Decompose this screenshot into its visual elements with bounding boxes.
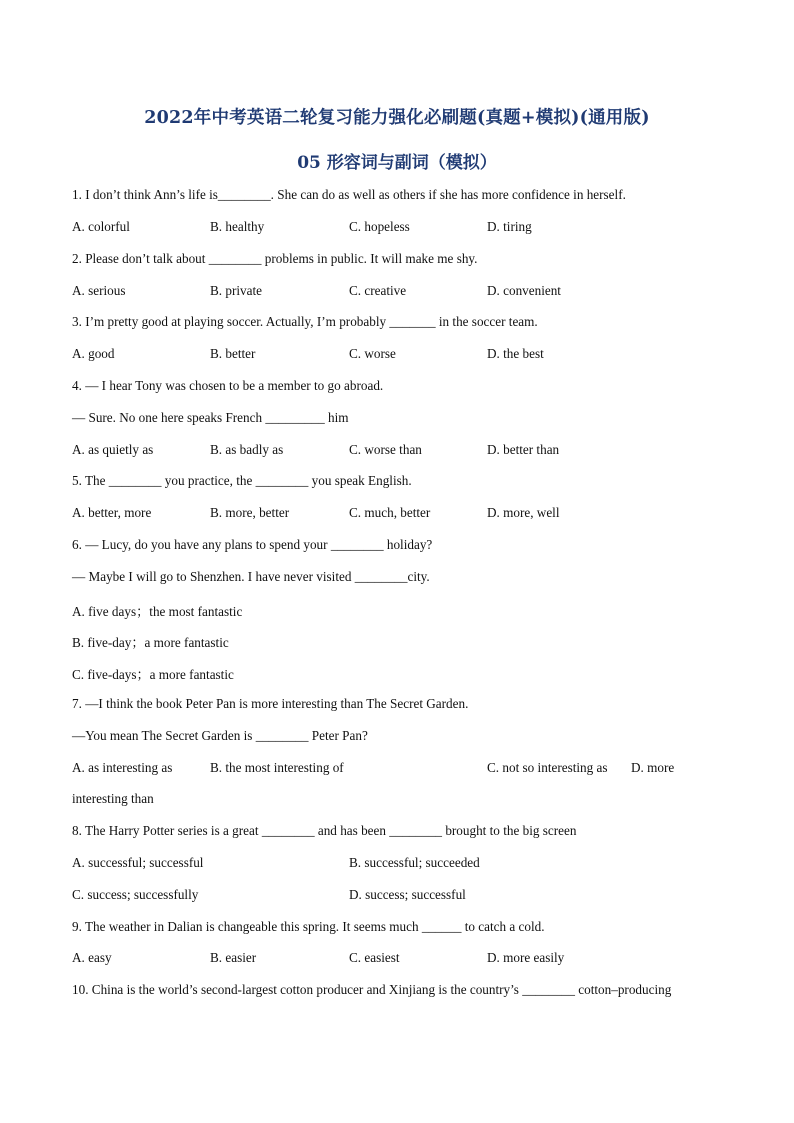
question-stem: —You mean The Secret Garden is ________ Peter Pan? — [72, 728, 368, 743]
option-a: A. five days；the most fantastic — [72, 604, 243, 619]
question-stem: 3. I’m pretty good at playing soccer. Actually, I’m probably _______ in the soccer team. — [72, 314, 538, 329]
option-a: A. colorful — [72, 219, 130, 234]
option-c: C. easiest — [349, 950, 400, 965]
option-a: A. as interesting as — [72, 760, 173, 775]
page-title: 2022年中考英语二轮复习能力强化必刷题(真题+模拟)(通用版) — [144, 108, 650, 128]
option-b: B. more, better — [210, 505, 290, 520]
option-a: A. serious — [72, 283, 126, 298]
option-b: B. better — [210, 346, 256, 361]
question-stem: — Sure. No one here speaks French _________ him — [72, 410, 349, 425]
option-d: D. better than — [487, 442, 560, 457]
question-stem: 5. The ________ you practice, the ________ you speak English. — [72, 473, 412, 488]
option-c: C. much, better — [349, 505, 431, 520]
option-d: D. more — [631, 760, 675, 775]
question-stem: 7. —I think the book Peter Pan is more interesting than The Secret Garden. — [72, 696, 469, 711]
option-a: A. good — [72, 346, 115, 361]
question-stem: 2. Please don’t talk about ________ problems in public. It will make me shy. — [72, 251, 478, 266]
option-d: D. tiring — [487, 219, 532, 234]
option-c: C. worse than — [349, 442, 422, 457]
option-c: C. creative — [349, 283, 407, 298]
option-b: B. easier — [210, 950, 257, 965]
option-c: C. five-days；a more fantastic — [72, 667, 234, 682]
option-a: A. easy — [72, 950, 112, 965]
option-c: C. not so interesting as — [487, 760, 608, 775]
question-stem: 8. The Harry Potter series is a great ________ and has been ________ brought to the big screen — [72, 823, 577, 838]
option-a: A. successful; successful — [72, 855, 204, 870]
option-d: D. the best — [487, 346, 544, 361]
question-stem: 4. — I hear Tony was chosen to be a member to go abroad. — [72, 378, 384, 393]
option-d: D. success; successful — [349, 887, 466, 902]
page-subtitle: 05 形容词与副词（模拟） — [297, 153, 497, 173]
option-c: C. success; successfully — [72, 887, 199, 902]
option-b: B. the most interesting of — [210, 760, 344, 775]
question-stem: — Maybe I will go to Shenzhen. I have never visited ________city. — [72, 569, 430, 584]
option-c: C. worse — [349, 346, 396, 361]
question-stem: 9. The weather in Dalian is changeable this spring. It seems much ______ to catch a cold. — [72, 919, 545, 934]
option-b: B. private — [210, 283, 263, 298]
question-stem: 10. China is the world’s second-largest cotton producer and Xinjiang is the country’s ________ cotton–producing — [72, 982, 672, 997]
option-b: B. five-day；a more fantastic — [72, 635, 229, 650]
option-a: A. better, more — [72, 505, 152, 520]
option-b: B. healthy — [210, 219, 265, 234]
option-b: B. successful; succeeded — [349, 855, 480, 870]
option-d: D. more easily — [487, 950, 565, 965]
option-d-continued: interesting than — [72, 791, 154, 806]
question-stem: 6. — Lucy, do you have any plans to spend your ________ holiday? — [72, 537, 433, 552]
question-stem: 1. I don’t think Ann’s life is________. She can do as well as others if she has more confidence in herself. — [72, 187, 626, 202]
option-a: A. as quietly as — [72, 442, 154, 457]
option-c: C. hopeless — [349, 219, 410, 234]
option-d: D. more, well — [487, 505, 560, 520]
option-b: B. as badly as — [210, 442, 284, 457]
option-d: D. convenient — [487, 283, 561, 298]
